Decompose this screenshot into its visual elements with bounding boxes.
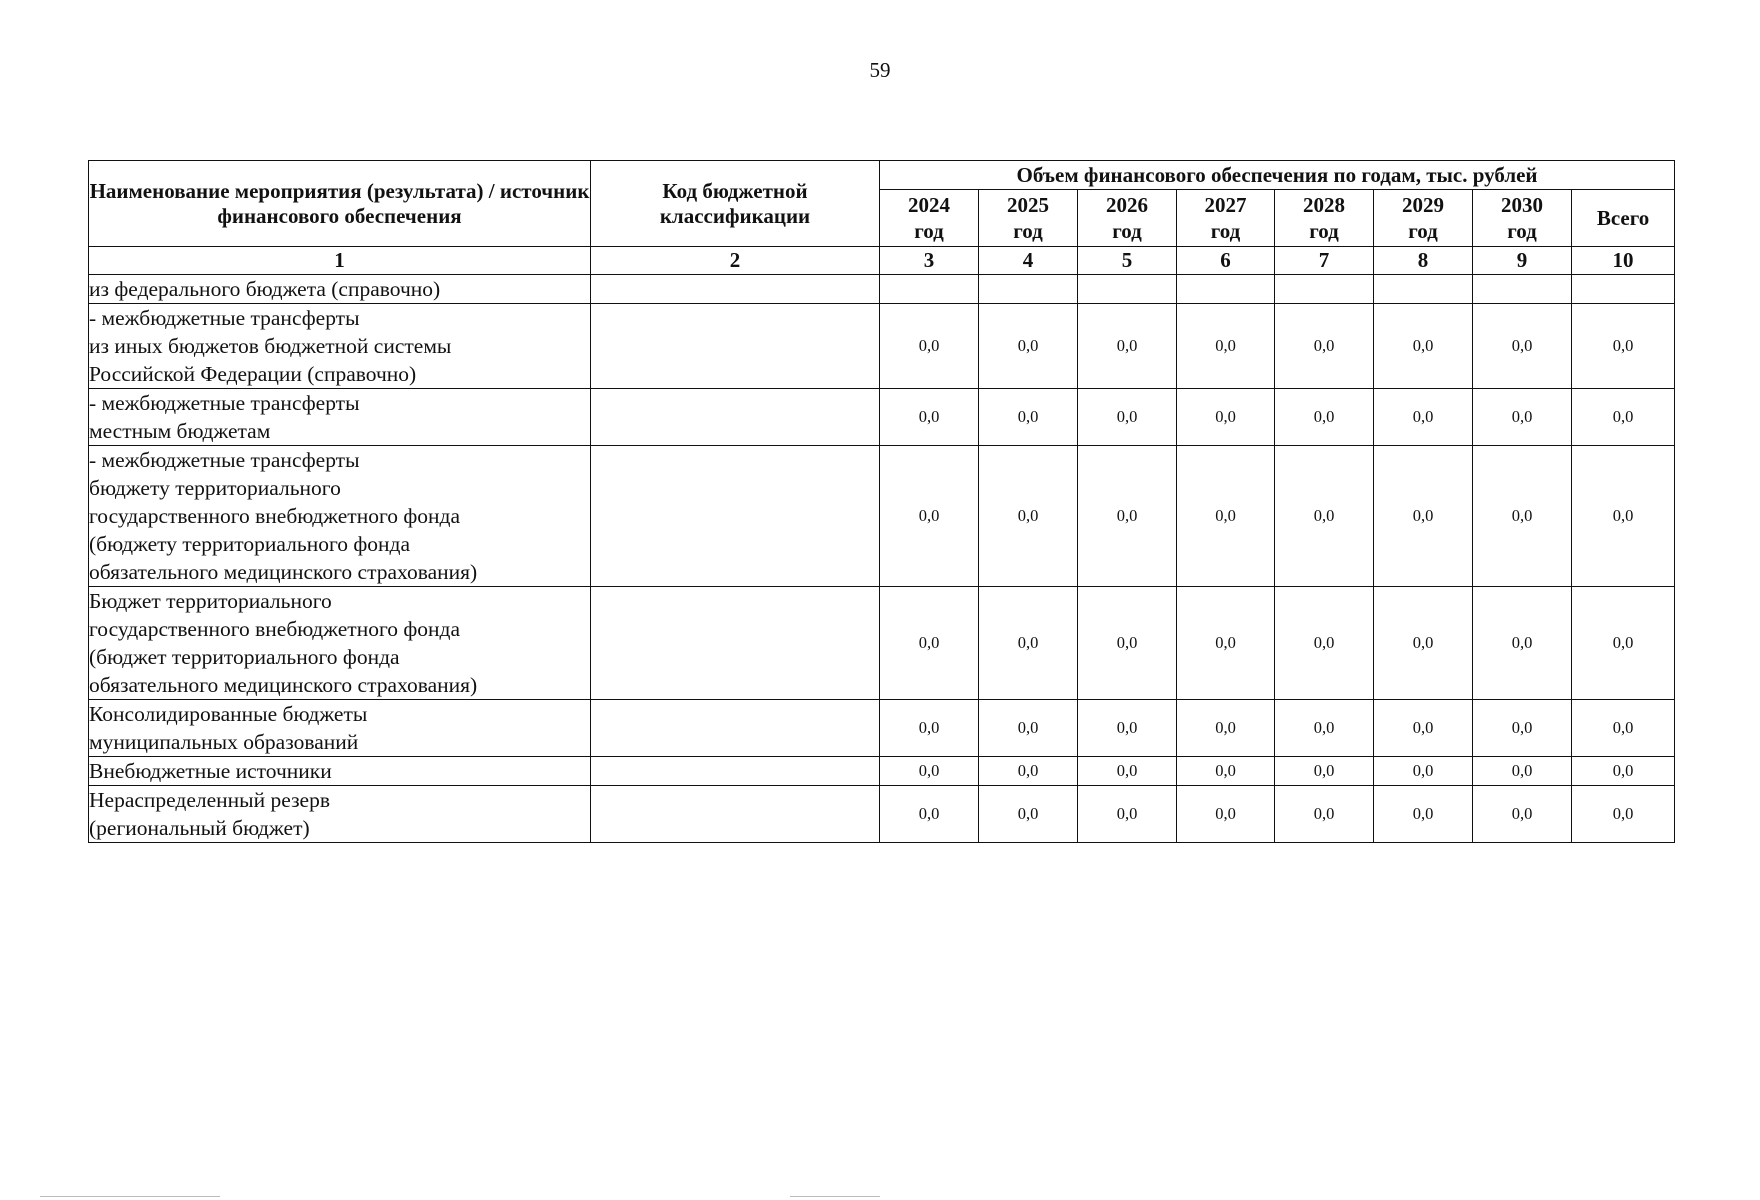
table-row [89, 700, 1675, 757]
row-year-value: 0,0 [1275, 446, 1374, 587]
row-year-value [1078, 275, 1177, 304]
row-year-value: 0,0 [1275, 587, 1374, 700]
row-year-value: 0,0 [979, 786, 1078, 843]
row-year-value: 0,0 [1078, 700, 1177, 757]
row-year-value: 0,0 [1078, 304, 1177, 389]
row-year-value: 0,0 [1374, 700, 1473, 757]
row-year-value: 0,0 [1275, 786, 1374, 843]
header-year-value: 2027 [1204, 193, 1247, 217]
row-year-value: 0,0 [1177, 304, 1275, 389]
row-year-value: 0,0 [1473, 446, 1572, 587]
header-year-unit: год [1309, 219, 1339, 243]
row-budget-code [591, 446, 880, 587]
row-year-value: 0,0 [1374, 304, 1473, 389]
row-year-value: 0,0 [1177, 389, 1275, 446]
row-year-value: 0,0 [880, 700, 979, 757]
row-label-line: (бюджет территориального фонда [89, 645, 400, 669]
header-year-1 [979, 190, 1078, 247]
page-number: 59 [869, 58, 891, 82]
row-label-line: из иных бюджетов бюджетной системы [89, 334, 452, 358]
row-year-value: 0,0 [1473, 389, 1572, 446]
row-year-value [1374, 275, 1473, 304]
header-year-value: 2028 [1303, 193, 1345, 217]
header-year-4 [1275, 190, 1374, 247]
row-label-line: государственного внебюджетного фонда [89, 617, 461, 641]
row-year-value: 0,0 [880, 304, 979, 389]
row-year-value [1275, 275, 1374, 304]
table-body [89, 275, 1675, 843]
row-year-value: 0,0 [1473, 786, 1572, 843]
row-total-value: 0,0 [1572, 389, 1675, 446]
column-numbers-row [89, 247, 1675, 275]
header-year-unit: год [1408, 219, 1438, 243]
row-year-value: 0,0 [1374, 757, 1473, 786]
row-label-line: муниципальных образований [89, 730, 359, 754]
row-year-value: 0,0 [1473, 700, 1572, 757]
row-label-line: (бюджету территориального фонда [89, 532, 411, 556]
row-label [89, 446, 591, 587]
header-year-unit: год [914, 219, 944, 243]
row-label-line: Российской Федерации (справочно) [89, 362, 417, 386]
row-budget-code [591, 757, 880, 786]
row-year-value: 0,0 [880, 786, 979, 843]
row-label [89, 587, 591, 700]
header-year-6 [1473, 190, 1572, 247]
row-year-value: 0,0 [1275, 389, 1374, 446]
row-budget-code [591, 304, 880, 389]
row-label [89, 304, 591, 389]
row-budget-code [591, 786, 880, 843]
column-number-3: 3 [880, 247, 979, 275]
header-name-column: Наименование мероприятия (результата) / источник финансового обеспечения [89, 161, 591, 247]
header-year-value: 2024 [908, 193, 950, 217]
row-year-value: 0,0 [880, 757, 979, 786]
row-year-value: 0,0 [1275, 700, 1374, 757]
column-number-5: 5 [1078, 247, 1177, 275]
row-label-line: Консолидированные бюджеты [89, 702, 368, 726]
row-year-value: 0,0 [979, 446, 1078, 587]
header-year-unit: год [1013, 219, 1043, 243]
finance-table [88, 160, 1675, 843]
header-year-value: 2026 [1106, 193, 1148, 217]
table-row [89, 389, 1675, 446]
row-year-value: 0,0 [1473, 587, 1572, 700]
row-year-value: 0,0 [1374, 587, 1473, 700]
row-label-line: государственного внебюджетного фонда [89, 504, 461, 528]
row-total-value: 0,0 [1572, 446, 1675, 587]
row-total-value: 0,0 [1572, 757, 1675, 786]
table-row [89, 757, 1675, 786]
row-label-line: Нераспределенный резерв [89, 788, 331, 812]
row-year-value [979, 275, 1078, 304]
row-label [89, 786, 591, 843]
table-row [89, 786, 1675, 843]
header-code-column: Код бюджетной классификации [591, 161, 880, 247]
row-label-line: - межбюджетные трансферты [89, 448, 360, 472]
header-year-5 [1374, 190, 1473, 247]
row-total-value: 0,0 [1572, 587, 1675, 700]
row-label-line: из федерального бюджета (справочно) [89, 277, 441, 301]
row-year-value: 0,0 [1473, 304, 1572, 389]
scan-edge-mark [790, 1196, 880, 1197]
row-label-line: - межбюджетные трансферты [89, 306, 360, 330]
row-year-value: 0,0 [1473, 757, 1572, 786]
header-year-0 [880, 190, 979, 247]
row-year-value [1177, 275, 1275, 304]
row-label-line: местным бюджетам [89, 419, 271, 443]
row-budget-code [591, 275, 880, 304]
column-number-10: 10 [1572, 247, 1675, 275]
column-number-8: 8 [1374, 247, 1473, 275]
row-label [89, 275, 591, 304]
column-number-6: 6 [1177, 247, 1275, 275]
row-year-value: 0,0 [1078, 786, 1177, 843]
row-year-value: 0,0 [1374, 389, 1473, 446]
row-year-value: 0,0 [1177, 446, 1275, 587]
row-year-value: 0,0 [979, 757, 1078, 786]
row-year-value: 0,0 [1275, 304, 1374, 389]
row-year-value: 0,0 [880, 587, 979, 700]
column-number-4: 4 [979, 247, 1078, 275]
row-year-value: 0,0 [1078, 446, 1177, 587]
row-year-value [1473, 275, 1572, 304]
row-label [89, 700, 591, 757]
row-budget-code [591, 700, 880, 757]
row-label-line: (региональный бюджет) [89, 816, 310, 840]
row-label-line: - межбюджетные трансферты [89, 391, 360, 415]
row-year-value: 0,0 [979, 587, 1078, 700]
finance-table-container [88, 160, 1674, 843]
header-year-unit: год [1210, 219, 1241, 243]
row-year-value: 0,0 [1078, 757, 1177, 786]
table-row [89, 304, 1675, 389]
row-year-value: 0,0 [880, 446, 979, 587]
row-total-value: 0,0 [1572, 700, 1675, 757]
row-year-value: 0,0 [880, 389, 979, 446]
row-year-value: 0,0 [1374, 446, 1473, 587]
header-year-unit: год [1507, 219, 1537, 243]
row-label-line: бюджету территориального [89, 476, 341, 500]
row-year-value: 0,0 [979, 304, 1078, 389]
header-year-2 [1078, 190, 1177, 247]
header-year-value: 2025 [1007, 193, 1049, 217]
header-total: Всего [1572, 190, 1675, 247]
row-year-value: 0,0 [1275, 757, 1374, 786]
row-label-line: обязательного медицинского страхования) [89, 673, 478, 697]
row-year-value: 0,0 [1177, 587, 1275, 700]
row-year-value: 0,0 [1177, 786, 1275, 843]
row-budget-code [591, 587, 880, 700]
row-year-value: 0,0 [979, 700, 1078, 757]
table-row [89, 446, 1675, 587]
header-year-value: 2029 [1402, 193, 1444, 217]
table-row [89, 587, 1675, 700]
row-year-value: 0,0 [1374, 786, 1473, 843]
header-year-unit: год [1112, 219, 1142, 243]
row-label [89, 389, 591, 446]
row-label-line: Внебюджетные источники [89, 759, 332, 783]
row-total-value: 0,0 [1572, 786, 1675, 843]
column-number-1: 1 [89, 247, 591, 275]
header-year-3 [1177, 190, 1275, 247]
row-label-line: обязательного медицинского страхования) [89, 560, 478, 584]
column-number-2: 2 [591, 247, 880, 275]
scan-edge-mark [40, 1196, 220, 1197]
row-label-line: Бюджет территориального [89, 589, 332, 613]
header-financing-group: Объем финансового обеспечения по годам, тыс. рублей [880, 161, 1675, 190]
header-year-value: 2030 [1501, 193, 1543, 217]
row-budget-code [591, 389, 880, 446]
row-year-value: 0,0 [1177, 700, 1275, 757]
column-number-9: 9 [1473, 247, 1572, 275]
table-row [89, 275, 1675, 304]
row-year-value: 0,0 [1177, 757, 1275, 786]
column-number-7: 7 [1275, 247, 1374, 275]
row-label [89, 757, 591, 786]
row-year-value [880, 275, 979, 304]
row-year-value: 0,0 [1078, 587, 1177, 700]
row-year-value: 0,0 [1078, 389, 1177, 446]
row-total-value [1572, 275, 1675, 304]
row-year-value: 0,0 [979, 389, 1078, 446]
row-total-value: 0,0 [1572, 304, 1675, 389]
